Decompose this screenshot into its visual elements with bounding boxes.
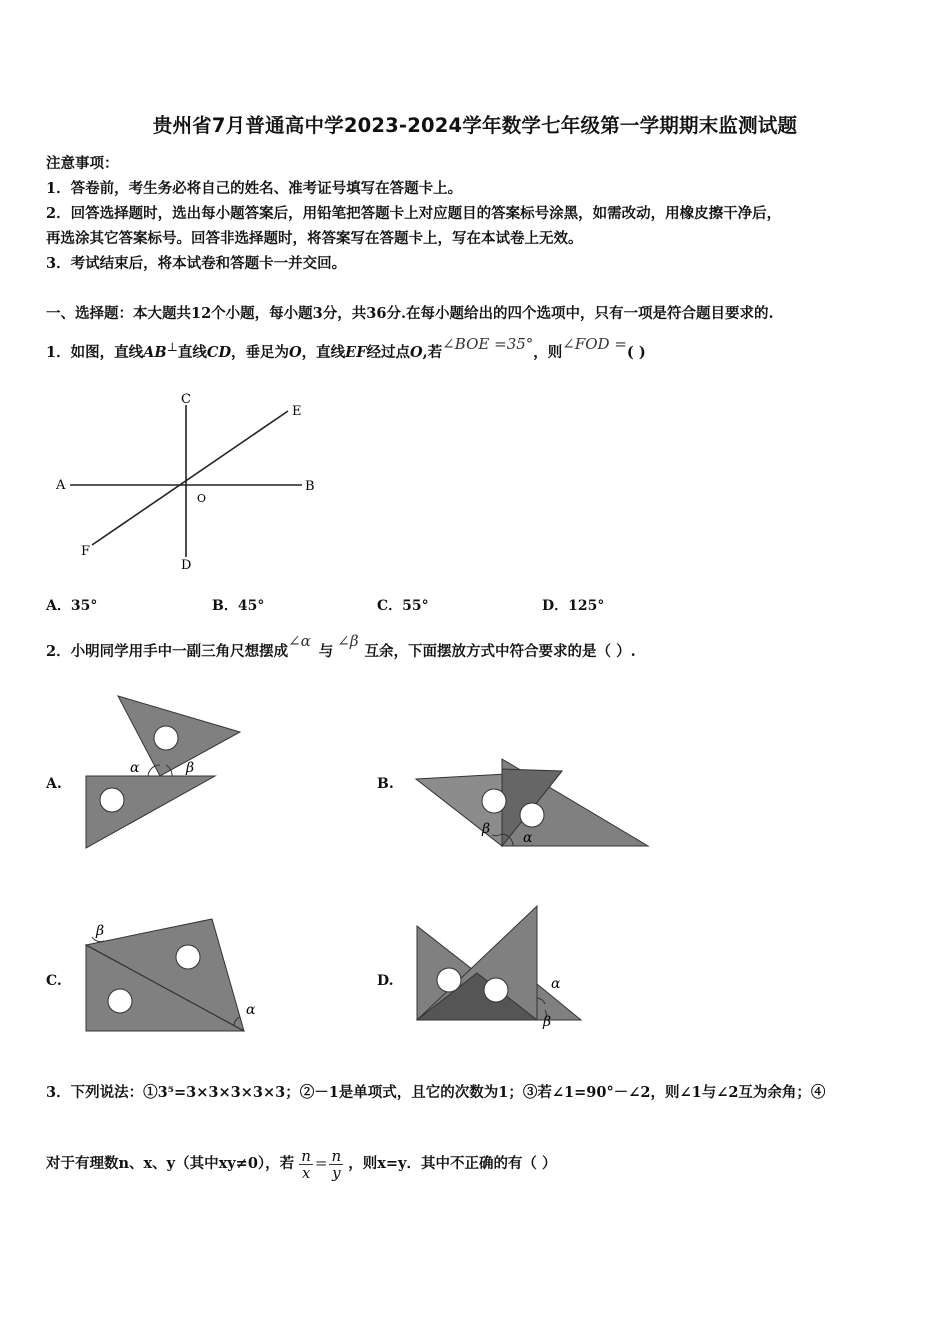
- q2-option-d-label[interactable]: D.: [377, 973, 394, 989]
- svg-text:β: β: [96, 923, 105, 939]
- label-e: E: [292, 404, 302, 419]
- angle-boe-condition: ∠BOE =35°: [442, 334, 534, 353]
- fraction-n-over-x: $\frac{n}{x}$: [301, 1146, 311, 1182]
- question-3-line-1: 3．下列说法：①3⁵=3×3×3×3×3；②－1是单项式，且它的次数为1；③若∠1=90°－∠2，则∠1与∠2互为余角；④: [46, 1084, 826, 1101]
- q2-option-c-label[interactable]: C.: [46, 973, 62, 989]
- q2-option-a-label[interactable]: A.: [46, 776, 62, 792]
- question-3-line-2: 对于有理数n、x、y（其中xy≠0），若 $\frac{n}{x}$ = $\frac{n}{y}$ ，则x=y．其中不正确的有（ ）: [46, 1146, 557, 1182]
- fraction-n-over-y: $\frac{n}{y}$: [331, 1146, 342, 1182]
- notice-item-1: 1．答卷前，考生务必将自己的姓名、准考证号填写在答题卡上。: [46, 180, 463, 197]
- q2-option-b-label[interactable]: B.: [377, 776, 394, 792]
- question-2-text: 2．小明同学用手中一副三角尺想摆成∠α与∠β互余，下面摆放方式中符合要求的是（ ）.: [46, 632, 636, 660]
- q1-option-c[interactable]: C．55°: [377, 598, 429, 614]
- angle-alpha: ∠α: [288, 632, 311, 650]
- greek-beta: β: [186, 760, 195, 776]
- q2-option-b-figure[interactable]: [412, 755, 657, 855]
- notice-item-2-cont: 再选涂其它答案标号。回答非选择题时，将答案写在答题卡上，写在本试卷上无效。: [46, 230, 583, 247]
- label-a: A: [56, 478, 66, 493]
- q1-option-b[interactable]: B．45°: [212, 598, 265, 614]
- svg-text:α: α: [523, 830, 533, 846]
- label-c: C: [181, 392, 191, 407]
- q2-option-c-figure[interactable]: [82, 915, 272, 1035]
- svg-text:β: β: [482, 821, 491, 837]
- question-1-figure: [50, 385, 330, 575]
- svg-text:α: α: [551, 976, 561, 992]
- label-o: O: [197, 492, 207, 505]
- label-f: F: [81, 544, 91, 559]
- q2-option-a-figure[interactable]: [80, 690, 250, 855]
- svg-text:β: β: [543, 1014, 552, 1030]
- angle-beta: ∠β: [337, 632, 359, 650]
- greek-alpha: α: [130, 760, 140, 776]
- q1-option-a[interactable]: A．35°: [46, 598, 98, 614]
- notice-heading: 注意事项：: [46, 155, 119, 172]
- page-title: 贵州省7月普通高中学2023-2024学年数学七年级第一学期期末监测试题: [152, 114, 798, 137]
- label-b: B: [305, 479, 315, 494]
- q2-option-d-figure[interactable]: [413, 900, 593, 1030]
- q1-option-d[interactable]: D．125°: [542, 598, 605, 614]
- svg-text:α: α: [246, 1002, 256, 1018]
- notice-item-2: 2．回答选择题时，选出每小题答案后，用铅笔把答题卡上对应题目的答案标号涂黑，如需改动，用橡皮擦干净后，: [46, 205, 782, 222]
- angle-fod-question: ∠FOD =: [562, 334, 627, 353]
- label-d: D: [181, 558, 192, 573]
- notice-item-3: 3．考试结束后，将本试卷和答题卡一并交回。: [46, 255, 347, 272]
- question-1-text: 1．如图，直线AB⊥直线CD，垂足为O，直线EF经过点O,若∠BOE =35°，则∠FOD =( ): [46, 334, 646, 361]
- section-heading: 一、选择题：本大题共12个小题，每小题3分，共36分.在每小题给出的四个选项中，只有一项是符合题目要求的.: [46, 305, 774, 322]
